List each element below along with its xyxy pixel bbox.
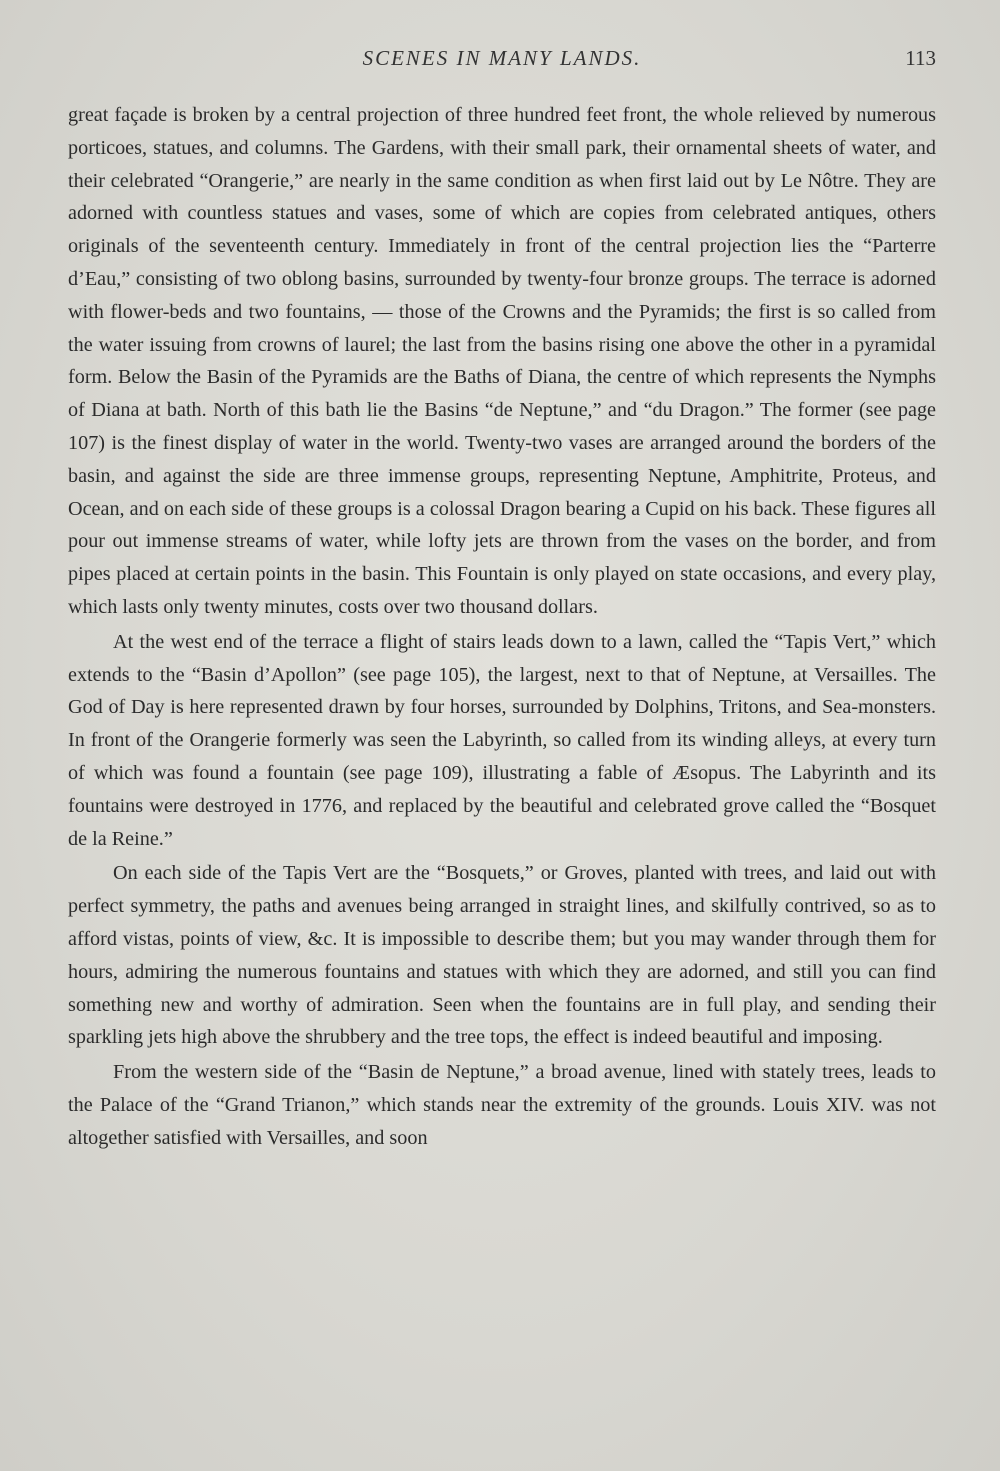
paragraph: On each side of the Tapis Vert are the “Bosquets,” or Groves, planted with trees, and laid out with perfect symmetry, the paths and avenues being arranged in straight lines, and skilfully contrived, so as to afford vistas, points of view, &c. It is impossible to describe them; but you may wander through them for hours, admiring the numerous fountains and statues with which they are adorned, and still you can find something new and worthy of admiration. Seen when the fountains are in full play, and sending their sparkling jets high above the shrubbery and the tree tops, the effect is indeed beautiful and imposing. <box>68 862 936 1049</box>
paragraph: At the west end of the terrace a flight of stairs leads down to a lawn, called the “Tapis Vert,” which extends to the “Basin d’Apollon” (see page 105), the largest, next to that of Neptune, at Versailles. The God of Day is here represented drawn by four horses, surrounded by Dolphins, Tritons, and Sea-monsters. In front of the Orangerie formerly was seen the Labyrinth, so called from its winding alleys, at every turn of which was found a fountain (see page 109), illustrating a fable of Æsopus. The Labyrinth and its fountains were destroyed in 1776, and replaced by the beautiful and celebrated grove called the “Bosquet de la Reine.” <box>68 630 936 850</box>
running-head <box>68 46 936 76</box>
page-number: 113 <box>905 46 936 70</box>
paragraph: great façade is broken by a central projection of three hundred feet front, the whole relieved by numerous porticoes, statues, and columns. The Gardens, with their small park, their ornamental sheets of water, and their celebrated “Orangerie,” are nearly in the same condition as when first laid out by Le Nôtre. They are adorned with countless statues and vases, some of which are copies from celebrated antiques, others originals of the seventeenth century. Immediately in front of the central projection lies the “Parterre d’Eau,” consisting of two oblong basins, surrounded by twenty-four bronze groups. The terrace is adorned with flower-beds and two fountains, — those of the Crowns and the Pyramids; the first is so called from the water issuing from crowns of laurel; the last from the basins rising one above the other in a pyramidal form. Below the Basin of the Pyramids are the Baths of Diana, the centre of which represents the Nymphs of Diana at bath. North of this bath lie the Basins “de Neptune,” and “du Dragon.” The former (see page 107) is the finest display of water in the world. Twenty-two vases are arranged around the borders of the basin, and against the side are three immense groups, representing Neptune, Amphitrite, Proteus, and Ocean, and on each side of these groups is a colossal Dragon bearing a Cupid on his back. These figures all pour out immense streams of water, while lofty jets are thrown from the vases on the border, and from pipes placed at certain points in the basin. This Fountain is only played on state occasions, and every play, which lasts only twenty minutes, costs over two thousand dollars. <box>68 104 936 618</box>
paragraph: From the western side of the “Basin de Neptune,” a broad avenue, lined with stately trees, leads to the Palace of the “Grand Trianon,” which stands near the extremity of the grounds. Louis XIV. was not altogether satisfied with Versailles, and soon <box>68 1061 936 1149</box>
body-text <box>68 99 936 1157</box>
running-title: SCENES IN MANY LANDS. <box>362 46 642 70</box>
